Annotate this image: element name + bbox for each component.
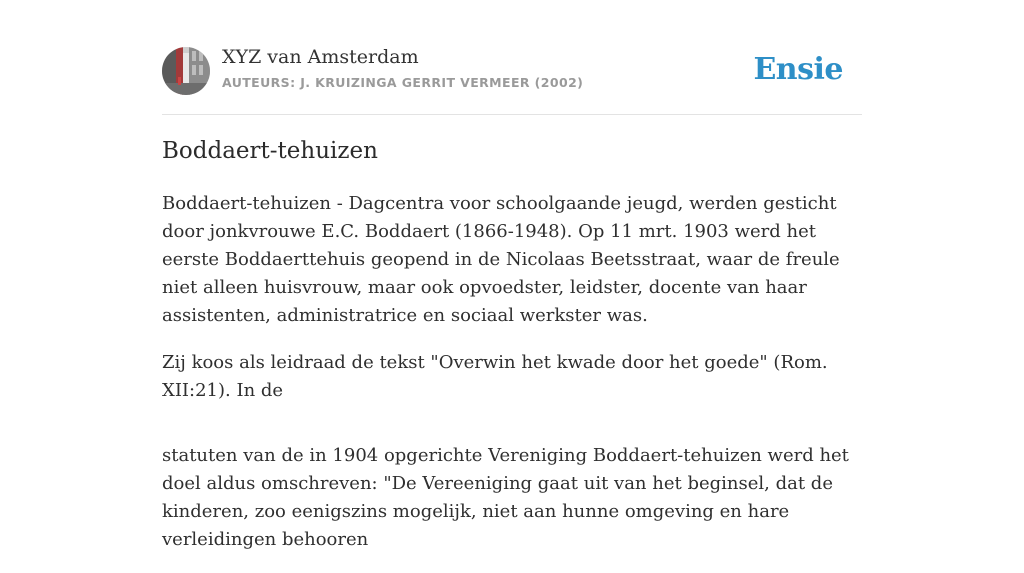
article-paragraph: Boddaert-tehuizen - Dagcentra voor schoolgaande jeugd, werden gesticht door jonkvrouwe E.C. Boddaert (1866-1948). Op 11 mrt. 1903 werd het eerste Boddaerttehuis geopend in de Nicolaas Beetsstraat, waar de freule niet alleen huisvrouw, maar ook opvoedster, leidster, docente van haar assistenten, administratrice en sociaal werkster was.: [162, 193, 840, 326]
street-photo-icon: [162, 47, 210, 95]
book-authors: AUTEURS: J. KRUIZINGA GERRIT VERMEER (2002): [222, 75, 584, 90]
article-body: [162, 190, 862, 573]
article-paragraph: statuten van de in 1904 opgerichte Vereniging Boddaert-tehuizen werd het doel aldus omschreven: "De Vereeniging gaat uit van het beginsel, dat de kinderen, zoo eenigszins mogelijk, niet aan hunne omgeving en hare verleidingen behooren: [162, 445, 849, 550]
book-header: [162, 46, 862, 115]
book-cover-avatar[interactable]: [162, 47, 210, 95]
book-title[interactable]: XYZ van Amsterdam: [222, 46, 419, 68]
ensie-logo[interactable]: Ensie: [753, 52, 843, 87]
article-paragraph: Zij koos als leidraad de tekst "Overwin het kwade door het goede" (Rom. XII:21). In de: [162, 352, 828, 401]
article-title: Boddaert-tehuizen: [162, 138, 378, 164]
